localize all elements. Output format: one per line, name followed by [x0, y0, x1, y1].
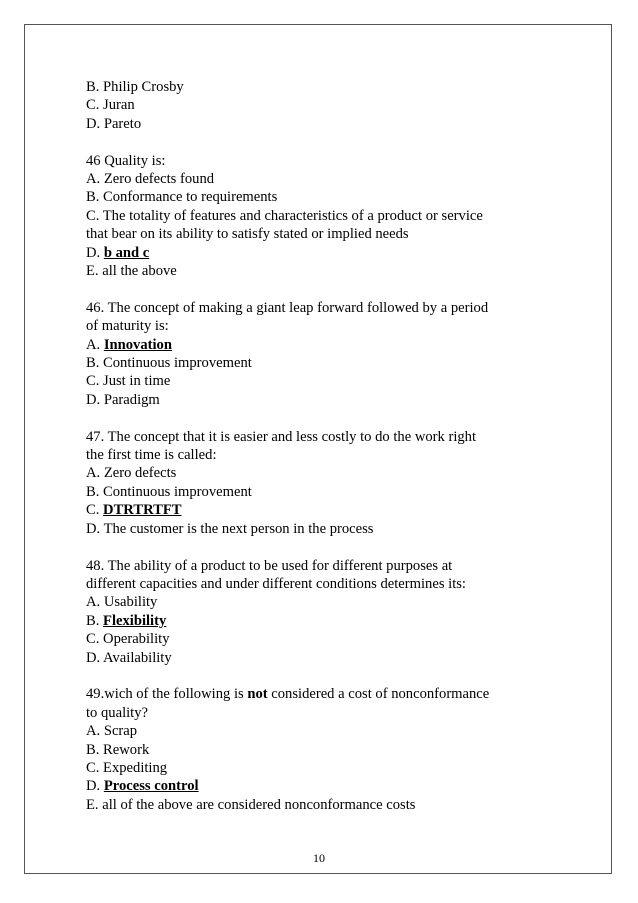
option-b: B. Philip Crosby	[86, 79, 184, 95]
question-text-line-2: different capacities and under different conditions determines its:	[86, 575, 466, 592]
question-text-start: 49.wich of the following is	[86, 686, 248, 703]
option-prefix: C.	[86, 502, 104, 519]
spacer	[86, 280, 556, 298]
spacer	[86, 667, 556, 685]
question-text-line-1: 47. The concept that it is easier and less costly to do the work right	[86, 428, 477, 445]
option-a: A. Zero defects found	[86, 171, 215, 188]
question-text-line-2: of maturity is:	[86, 318, 169, 335]
option-c-line-2: that bear on its ability to satisfy stated or implied needs	[86, 226, 409, 243]
spacer	[86, 409, 556, 427]
option-b: B. Conformance to requirements	[86, 189, 278, 206]
question-text-line-1: 46. The concept of making a giant leap forward followed by a period	[86, 299, 489, 316]
page-number: 10	[313, 851, 325, 865]
question-text: 46 Quality is:	[86, 152, 166, 169]
option-d: D. The customer is the next person in the process	[86, 520, 374, 537]
option-prefix: B.	[86, 612, 104, 629]
option-a: A. Scrap	[86, 723, 138, 740]
question-text-line-2: the first time is called:	[86, 447, 217, 464]
option-prefix: D.	[86, 244, 104, 261]
question-48	[86, 557, 556, 667]
spacer	[86, 133, 556, 151]
option-d: D. Availability	[86, 649, 172, 666]
correct-answer: Innovation	[103, 336, 172, 353]
question-46-quality	[86, 152, 556, 281]
option-b: B. Rework	[86, 741, 150, 758]
correct-answer: Flexibility	[103, 612, 167, 629]
option-a: A. Zero defects	[86, 465, 177, 482]
option-c: C. Juran	[86, 97, 135, 114]
option-d	[86, 244, 556, 262]
correct-answer: b and c	[103, 244, 150, 261]
option-d: D. Paradigm	[86, 391, 160, 408]
option-c: C. Operability	[86, 631, 170, 648]
question-text-line-2: to quality?	[86, 704, 149, 721]
correct-answer: Process control	[103, 778, 199, 795]
option-e: E. all of the above are considered nonconformance costs	[86, 796, 416, 813]
correct-answer: DTRTRTFT	[103, 502, 182, 519]
question-text-line-1	[86, 685, 556, 703]
option-e: E. all the above	[86, 263, 177, 280]
spacer	[86, 538, 556, 556]
option-d: D. Pareto	[86, 115, 142, 132]
question-45-tail	[86, 78, 556, 133]
emphasized-word: not	[247, 686, 268, 703]
question-47	[86, 428, 556, 538]
question-text-end: considered a cost of nonconformance	[267, 686, 490, 703]
option-a: A. Usability	[86, 594, 158, 611]
question-49	[86, 685, 556, 814]
option-c	[86, 501, 556, 519]
option-prefix: A.	[86, 336, 104, 353]
option-c: C. Just in time	[86, 373, 171, 390]
question-text-line-1: 48. The ability of a product to be used for different purposes at	[86, 557, 453, 574]
option-c-line-1: C. The totality of features and characteristics of a product or service	[86, 207, 483, 224]
page-content	[86, 78, 556, 814]
option-a	[86, 336, 556, 354]
option-b	[86, 612, 556, 630]
option-b: B. Continuous improvement	[86, 355, 252, 372]
option-d	[86, 777, 556, 795]
option-c: C. Expediting	[86, 759, 168, 776]
option-b: B. Continuous improvement	[86, 483, 252, 500]
option-prefix: D.	[86, 778, 104, 795]
question-46-giant-leap	[86, 299, 556, 409]
